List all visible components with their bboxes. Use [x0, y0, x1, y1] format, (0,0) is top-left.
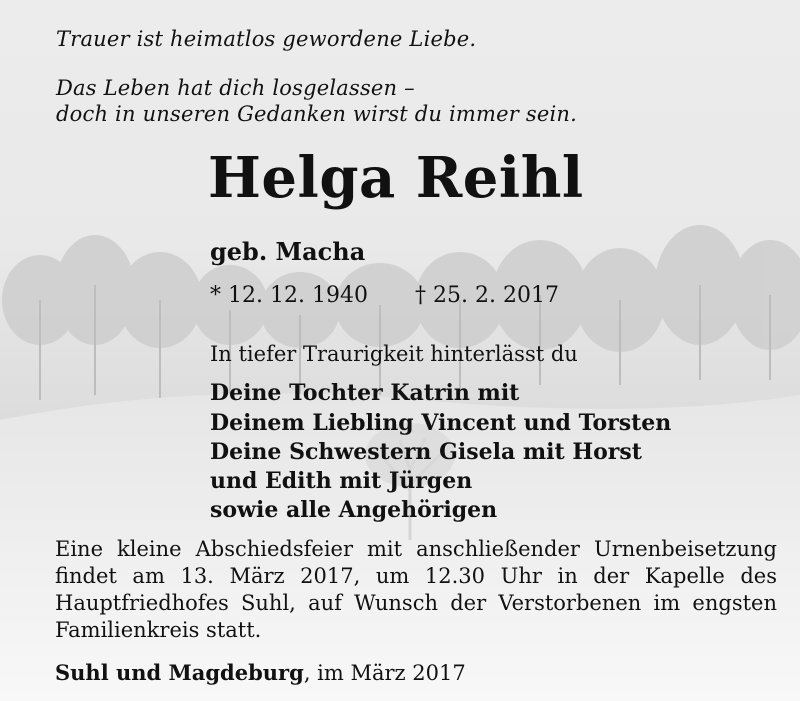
quote-line-3: doch in unseren Gedanken wirst du immer sein. [56, 102, 577, 126]
quote-line-2: Das Leben hat dich losgelassen – [56, 76, 415, 100]
quote-line-1: Trauer ist heimatlos gewordene Liebe. [56, 27, 477, 51]
mourner-line: und Edith mit Jürgen [210, 468, 473, 494]
closing-places: Suhl und Magdeburg [55, 660, 304, 685]
mourner-line: Deine Schwestern Gisela mit Horst [210, 439, 642, 465]
funeral-info-line: findet am 13. März 2017, um 12.30 Uhr in der Kapelle des [55, 564, 777, 588]
funeral-info [55, 536, 777, 644]
mourner-line: Deine Tochter Katrin mit [210, 380, 520, 406]
mourner-line: Deinem Liebling Vincent und Torsten [210, 410, 672, 436]
closing-date: , im März 2017 [303, 661, 466, 685]
birth-date: * 12. 12. 1940 [210, 283, 368, 308]
maiden-name: geb. Macha [210, 237, 366, 266]
closing-line [55, 660, 466, 685]
death-date: † 25. 2. 2017 [415, 283, 559, 308]
funeral-info-line: Eine kleine Abschiedsfeier mit anschließender Urnenbeisetzung [55, 537, 777, 561]
funeral-info-line: Familienkreis statt. [55, 618, 262, 642]
mourners-intro: In tiefer Traurigkeit hinterlässt du [210, 342, 578, 366]
deceased-name: Helga Reihl [208, 145, 584, 211]
mourner-line: sowie alle Angehörigen [210, 497, 498, 523]
funeral-info-line: Hauptfriedhofes Suhl, auf Wunsch der Verstorbenen im engsten [55, 591, 777, 615]
